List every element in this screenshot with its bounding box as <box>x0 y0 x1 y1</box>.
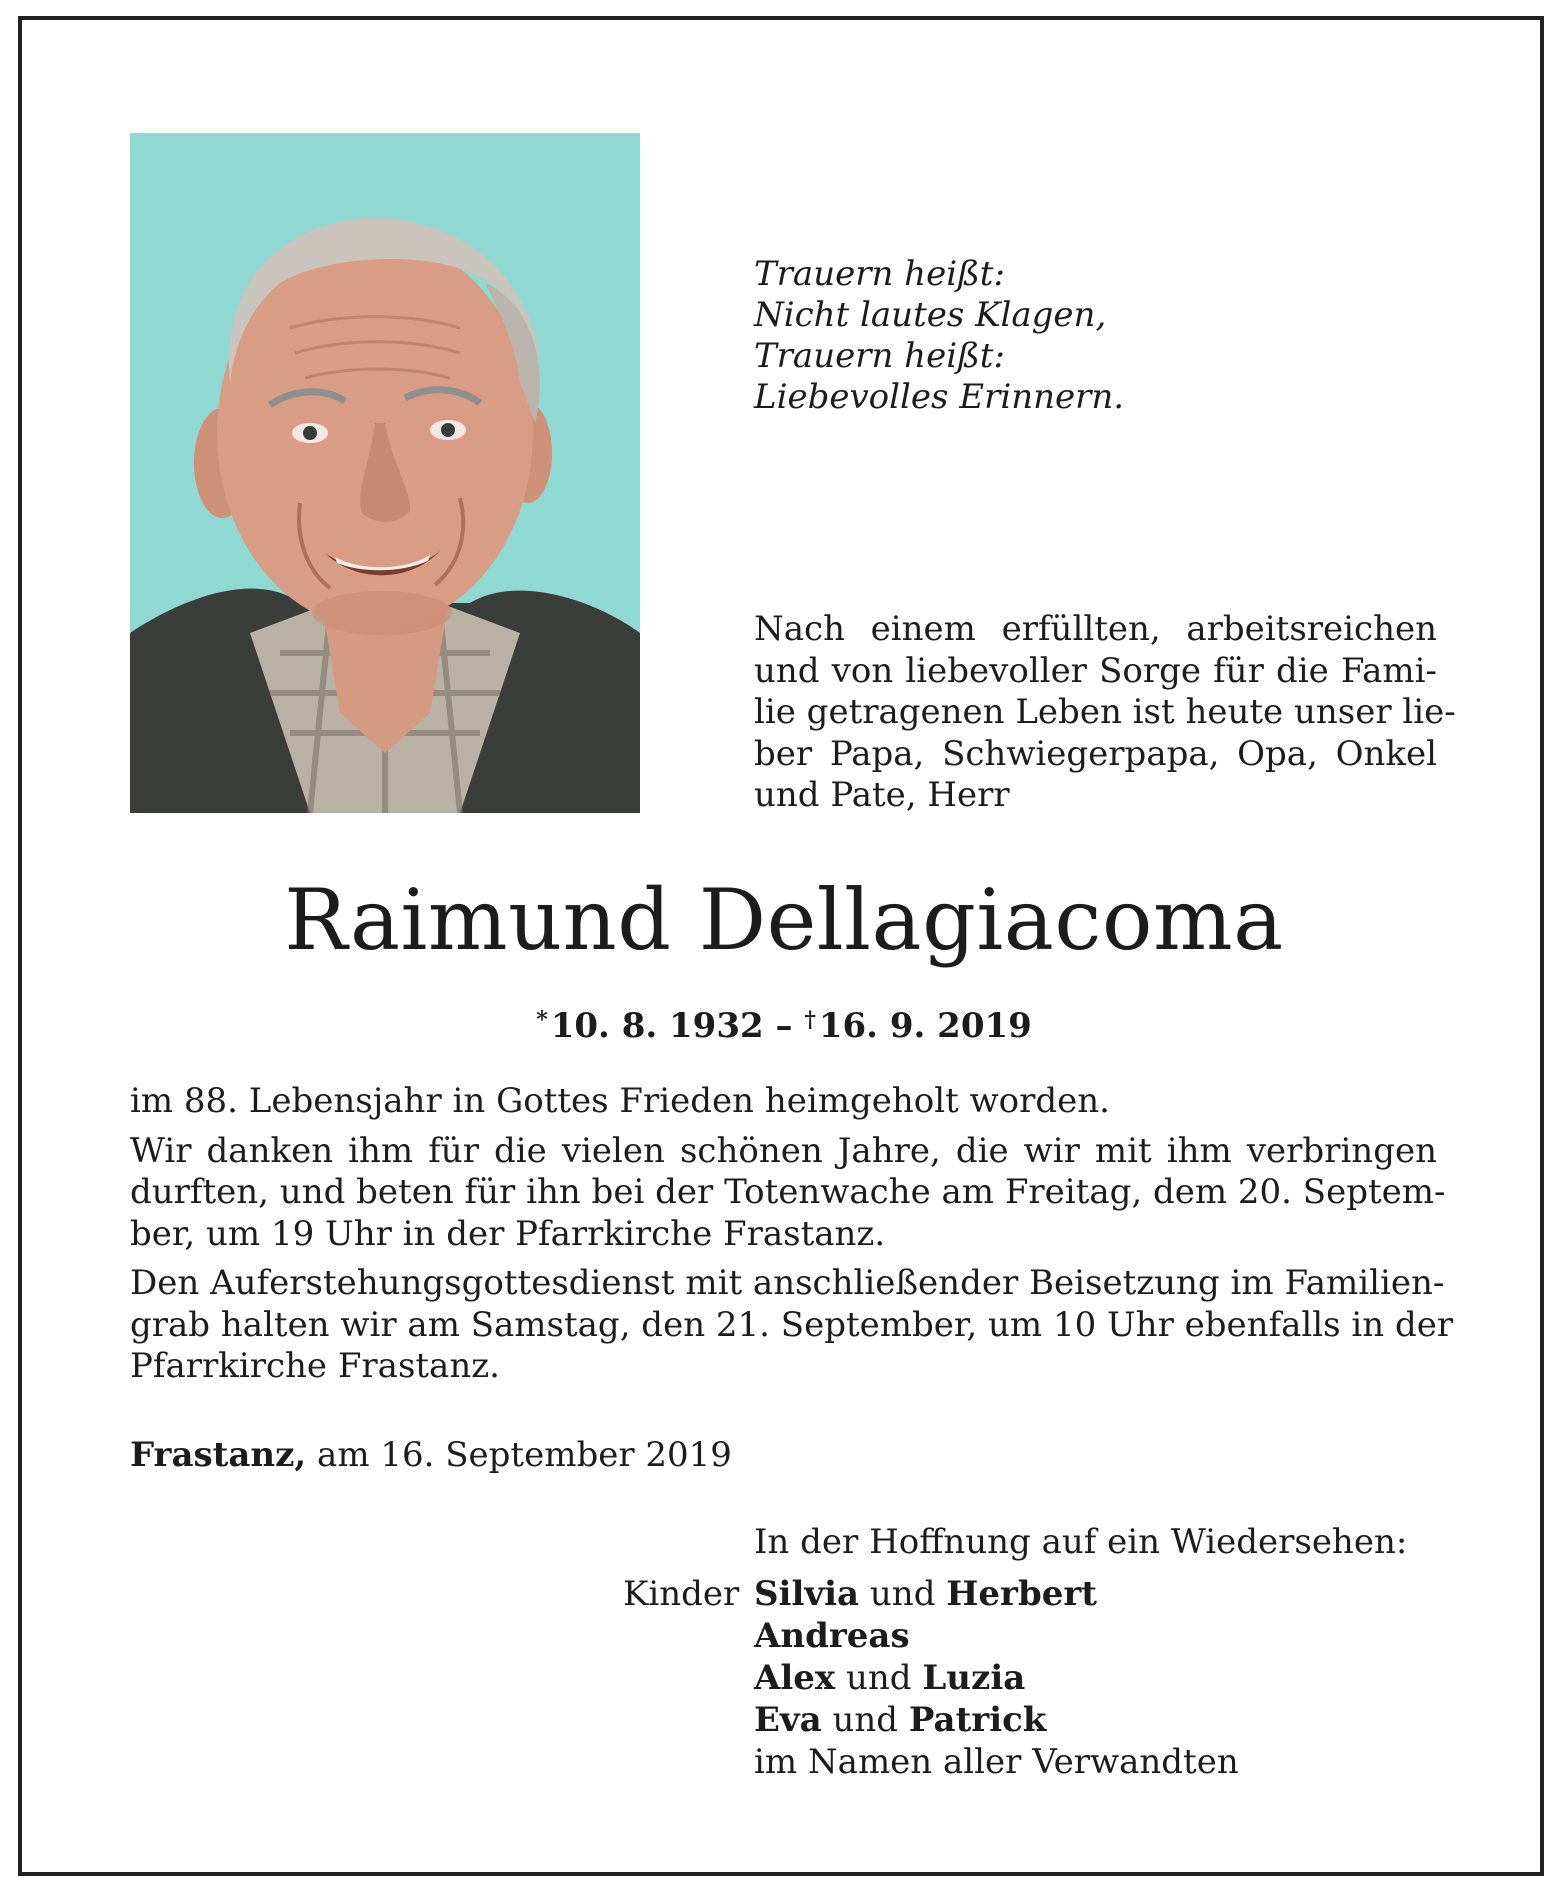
kinder-label: Kinder <box>623 1574 740 1614</box>
paragraph <box>130 1130 1446 1256</box>
mourner-line <box>754 1699 1239 1741</box>
paragraph <box>130 1263 1454 1388</box>
mourner-line <box>754 1657 1239 1699</box>
mourner-name: Patrick <box>908 1700 1047 1740</box>
body-line: ber, um 19 Uhr in der Pfarrkirche Frastanz. <box>130 1213 886 1254</box>
mourner-name: Silvia <box>754 1574 860 1614</box>
poem <box>754 254 1394 418</box>
intro-line: lie getragenen Leben ist heute unser lie- <box>754 692 1456 732</box>
body-line: Wir danken ihm für die vielen schönen Jahre, die wir mit ihm verbringen <box>130 1130 1437 1171</box>
poem-line: Nicht lautes Klagen, <box>754 295 1107 335</box>
intro-text <box>754 609 1456 817</box>
intro-line: Nach einem erfüllten, arbeitsreichen <box>754 609 1437 649</box>
poem-line: Trauern heißt: <box>754 336 1005 376</box>
mourners-list <box>754 1573 1239 1783</box>
mourner-name: Luzia <box>922 1658 1026 1698</box>
mourner-line <box>754 1615 1239 1657</box>
mourner-name: Herbert <box>946 1574 1097 1614</box>
notice-date: am 16. September 2019 <box>306 1435 732 1475</box>
mourner-name: Eva <box>754 1700 822 1740</box>
birth-date: 10. 8. 1932 <box>550 1006 764 1046</box>
place-name: Frastanz, <box>130 1435 307 1475</box>
body-line: im 88. Lebensjahr in Gottes Frieden heimgeholt worden. <box>130 1081 1110 1121</box>
mourner-line <box>754 1573 1239 1615</box>
hope-line: In der Hoffnung auf ein Wiedersehen: <box>754 1522 1408 1562</box>
portrait-photo-illustration <box>130 133 640 813</box>
intro-line: ber Papa, Schwiegerpapa, Opa, Onkel <box>754 733 1437 774</box>
life-dates <box>0 998 1568 1048</box>
mourner-name: Andreas <box>754 1616 910 1656</box>
birth-symbol: * <box>536 1007 548 1033</box>
date-separator: – <box>763 1006 805 1046</box>
place-and-date <box>130 1434 732 1476</box>
mourner-name: Alex <box>754 1658 836 1698</box>
body-line: grab halten wir am Samstag, den 21. September, um 10 Uhr ebenfalls in der <box>130 1304 1454 1345</box>
closing-line: im Namen aller Verwandten <box>754 1742 1239 1782</box>
intro-line: und von liebevoller Sorge für die Fami- <box>754 650 1437 691</box>
conjunction: und <box>859 1574 947 1614</box>
death-symbol: † <box>804 1007 816 1033</box>
paragraph <box>130 1081 1437 1123</box>
portrait-photo <box>130 133 640 813</box>
body-line: Den Auferstehungsgottesdienst mit anschließender Beisetzung im Familien- <box>130 1263 1445 1303</box>
deceased-name: Raimund Dellagiacoma <box>284 871 1284 969</box>
death-date: 16. 9. 2019 <box>818 1006 1032 1046</box>
body-line: durften, und beten für ihn bei der Totenwache am Freitag, dem 20. Septem- <box>130 1172 1446 1212</box>
intro-line: und Pate, Herr <box>754 775 1010 815</box>
body-line: Pfarrkirche Frastanz. <box>130 1346 500 1386</box>
conjunction: und <box>835 1658 923 1698</box>
conjunction: und <box>821 1700 909 1740</box>
body-text <box>130 1081 1454 1388</box>
poem-line: Trauern heißt: <box>754 254 1005 294</box>
poem-line: Liebevolles Erinnern. <box>754 377 1125 417</box>
